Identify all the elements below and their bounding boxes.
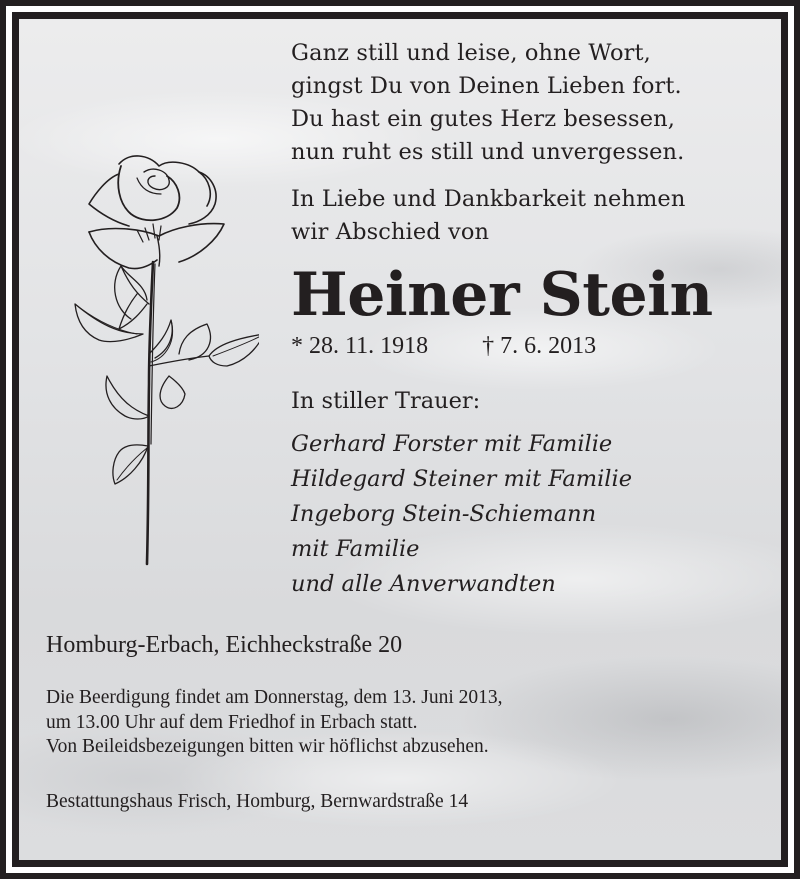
intro-line: wir Abschied von [291, 219, 490, 245]
funeral-details [46, 686, 503, 760]
birth-date: * 28. 11. 1918 [291, 333, 429, 359]
intro-line: In Liebe und Dankbarkeit nehmen [291, 186, 686, 212]
funeral-line: Die Beerdigung findet am Donnerstag, dem 13. Juni 2013, [46, 687, 503, 708]
mourner: und alle Anverwandten [291, 571, 556, 597]
mourner: Ingeborg Stein-Schiemann [291, 501, 597, 527]
undertaker-info: Bestattungshaus Frisch, Homburg, Bernwardstraße 14 [46, 791, 469, 812]
death-date: † 7. 6. 2013 [482, 333, 597, 359]
deceased-name: Heiner Stein [291, 260, 713, 330]
funeral-line: Von Beileidsbezeigungen bitten wir höflichst abzusehen. [46, 736, 489, 757]
rose-icon [49, 144, 259, 604]
poem [291, 37, 771, 169]
life-dates [291, 331, 771, 361]
poem-line: gingst Du von Deinen Lieben fort. [291, 73, 682, 99]
mourner: mit Familie [291, 536, 420, 562]
mourner: Hildegard Steiner mit Familie [291, 466, 633, 492]
obituary-panel [19, 19, 781, 860]
funeral-line: um 13.00 Uhr auf dem Friedhof in Erbach statt. [46, 711, 418, 733]
family-address: Homburg-Erbach, Eichheckstraße 20 [46, 632, 403, 658]
right-column [291, 37, 771, 602]
farewell-intro [291, 183, 771, 249]
poem-line: Du hast ein gutes Herz besessen, [291, 106, 675, 132]
poem-line: nun ruht es still und unvergessen. [291, 139, 685, 165]
poem-line: Ganz still und leise, ohne Wort, [291, 40, 651, 66]
mourning-heading: In stiller Trauer: [291, 388, 481, 414]
mourner: Gerhard Forster mit Familie [291, 431, 613, 457]
mourners-list [291, 427, 771, 602]
